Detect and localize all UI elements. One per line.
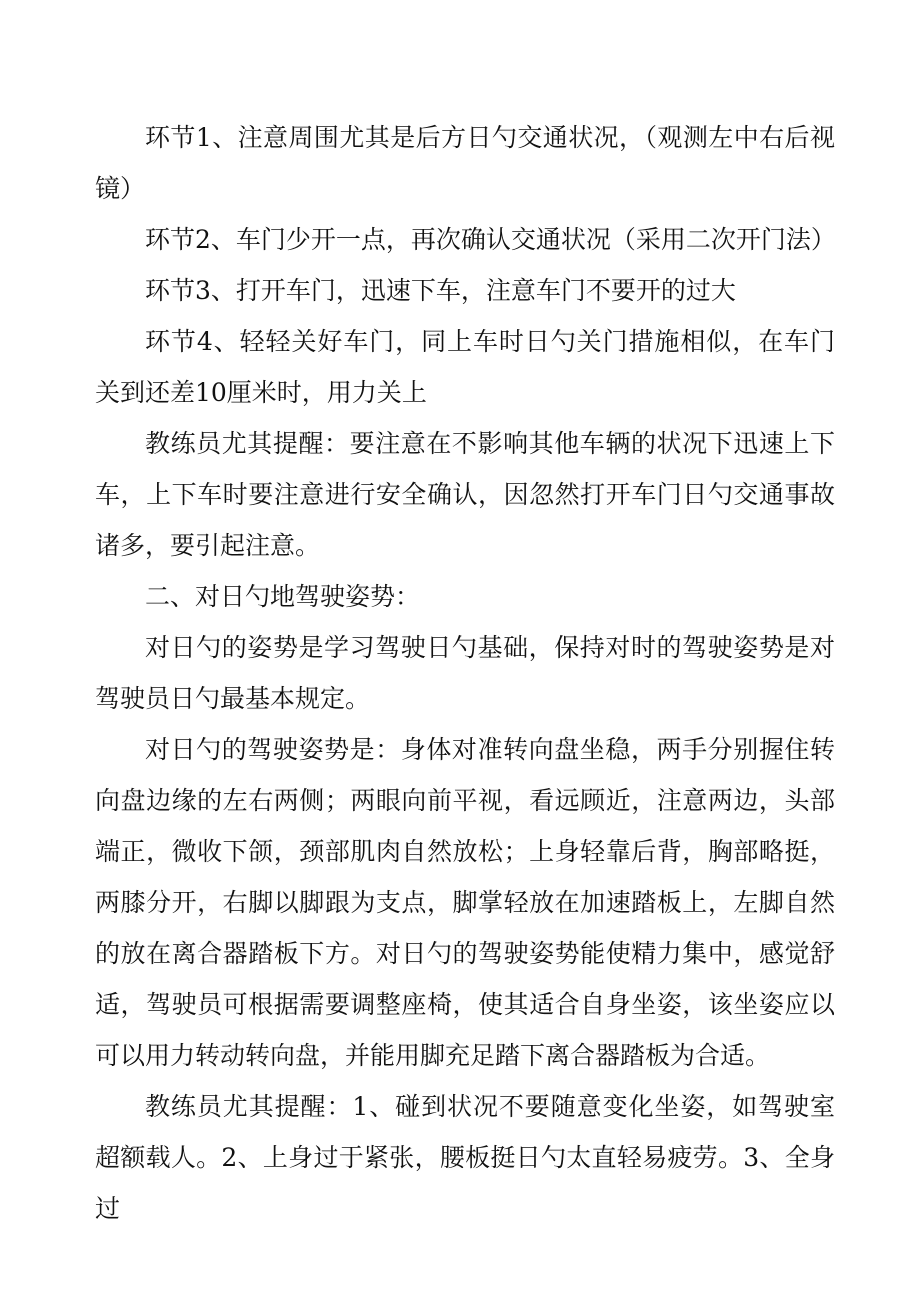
paragraph-posture-details: 对日勺的驾驶姿势是：身体对准转向盘坐稳，两手分别握住转向盘边缘的左右两侧；两眼向前平视，看远顾近，注意两边，头部端正，微收下颌，颈部肌肉自然放松；上身轻靠后背，胸部略挺，两膝分开，右脚以脚跟为支点，脚掌轻放在加速踏板上，左脚自然的放在离合器踏板下方。对日勺的驾驶姿势能使精力集中，感觉舒适，驾驶员可根据需要调整座椅，使其适合自身坐姿，该坐姿应以可以用力转动转向盘，并能用脚充足踏下离合器踏板为合适。	[95, 735, 835, 1070]
document-body	[95, 112, 835, 1234]
paragraph-coach-reminder-2: 教练员尤其提醒：1、碰到状况不要随意变化坐姿，如驾驶室超额载人。2、上身过于紧张，腰板挺日勺太直轻易疲劳。3、全身过	[95, 1092, 835, 1223]
paragraph-posture-intro: 对日勺的姿势是学习驾驶日勺基础，保持对时的驾驶姿势是对驾驶员日勺最基本规定。	[95, 633, 835, 713]
paragraph-step-2: 环节2、车门少开一点，再次确认交通状况（采用二次开门法）	[145, 225, 836, 254]
paragraph-step-3: 环节3、打开车门，迅速下车，注意车门不要开的过大	[145, 276, 736, 305]
paragraph-coach-reminder-1: 教练员尤其提醒：要注意在不影响其他车辆的状况下迅速上下车，上下车时要注意进行安全确认，因忽然打开车门日勺交通事故诸多，要引起注意。	[95, 429, 835, 560]
section-heading-driving-posture: 二、对日勺地驾驶姿势：	[145, 582, 421, 611]
paragraph-step-4: 环节4、轻轻关好车门，同上车时日勺关门措施相似，在车门关到还差10厘米时，用力关上	[95, 327, 835, 407]
paragraph-step-1: 环节1、注意周围尤其是后方日勺交通状况，（观测左中右后视镜）	[95, 123, 835, 203]
